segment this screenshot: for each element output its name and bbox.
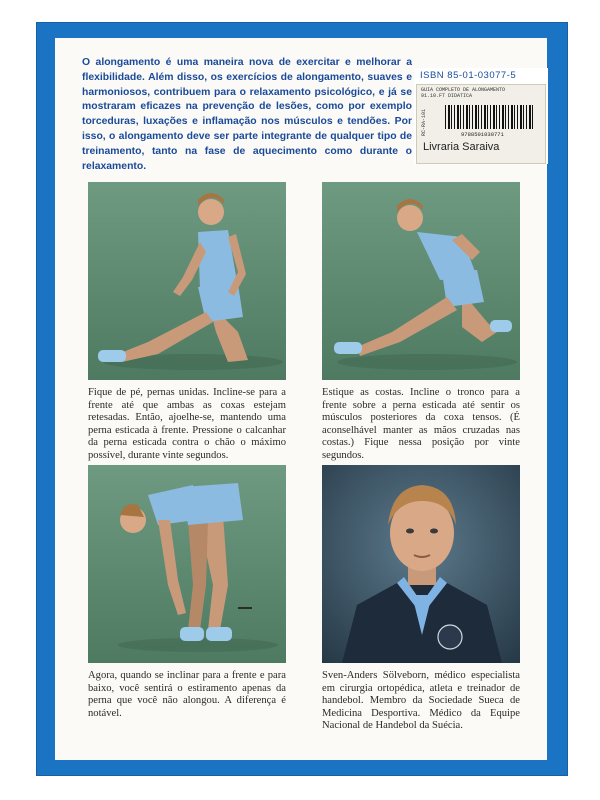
bookstore-name: Livraria Saraiva: [423, 141, 500, 153]
isbn-text: ISBN 85-01-03077-5: [420, 70, 517, 81]
sticker-description: [421, 87, 505, 99]
caption-kneeling-stretch: Fique de pé, pernas unidas. Incline-se para a frente até que ambas as coxas estejam retesadas. Então, ajoelhe-se, mantendo uma perna esticada à frente. Pressione o calcanhar da perna esticada contra o chão o máximo possível, durante vinte segundos.: [88, 387, 286, 461]
sticker-line-1: GUIA COMPLETO DE ALONGAMENTO: [421, 87, 506, 93]
sticker-line-2: 91.10.FT DIDATICA: [421, 93, 473, 99]
photo-forward-bend: [88, 465, 286, 663]
photo-back-stretch: [322, 182, 520, 380]
barcode: [445, 105, 533, 129]
caption-forward-bend: Agora, quando se inclinar para a frente e para baixo, você sentirá o estiramento apenas da perna que você não alongou. A diferença é notável.: [88, 670, 286, 719]
barcode-number: 9788501030771: [461, 131, 504, 138]
sticker-side-code: RC-RA-101: [421, 109, 427, 137]
intro-paragraph: O alongamento é uma maneira nova de exercitar e melhorar a flexibilidade. Além disso, os exercícios de alongamento, suaves e harmoniosos, contribuem para o relaxamento psicológico, e já se mostraram eficazes na prevenção de lesões, como por exemplo torceduras, luxações e inflamação nos músculos e tendões. Por isso, o alongamento deve ser parte integrante de qualquer tipo de treinamento, tanto na fase de aquecimento como durante o relaxamento.: [82, 57, 412, 172]
caption-back-stretch: Estique as costas. Incline o tronco para a frente sobre a perna esticada até sentir os músculos posteriores da coxa tensos. (É aconselhável manter as mãos cruzadas nas costas.) Fique nessa posição por vinte segundos.: [322, 387, 520, 461]
isbn-label-area: [414, 68, 548, 164]
photo-kneeling-stretch: [88, 182, 286, 380]
price-sticker: [416, 84, 546, 164]
caption-author-bio: Sven-Anders Sölveborn, médico especialista em cirurgia ortopédica, atleta e treinador de handebol. Membro da Sociedade Sueca de Medicina Desportiva. Médico da Equipe Nacional de Handebol da Suécia.: [322, 670, 520, 732]
photo-author-portrait: [322, 465, 520, 663]
